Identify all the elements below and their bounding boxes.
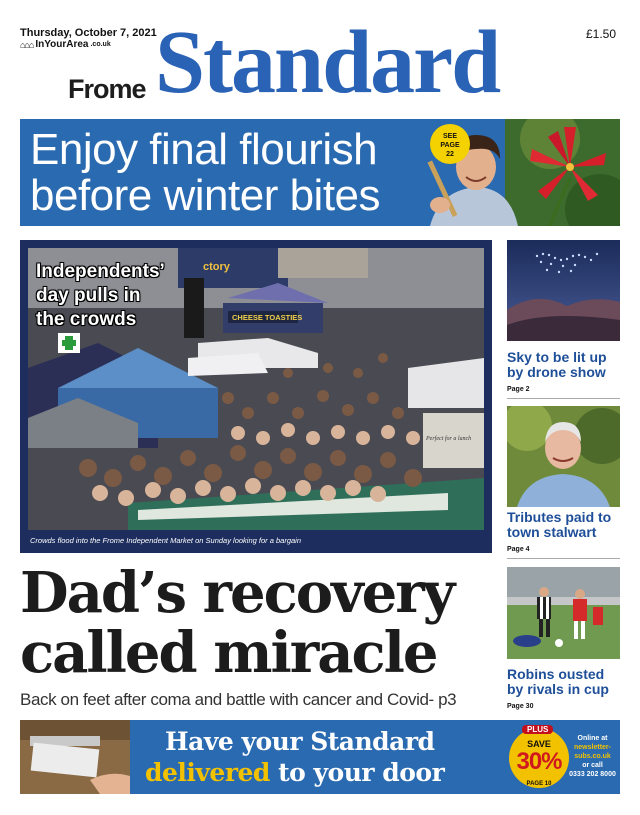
photo-headline-line-3: the crowds [36,309,137,330]
houses-icon: ⌂⌂⌂ [20,39,34,50]
town-stalwart-photo[interactable] [507,406,620,507]
photo-caption: Crowds flood into the Frome Independent Market on Sunday looking for a bargain [30,536,301,545]
phone-number[interactable]: 0333 202 8000 [569,771,616,778]
sidebar-divider [507,558,620,559]
sidebar-headline-drone[interactable]: Sky to be lit up by drone show [507,349,607,380]
photo-headline-line-2: day pulls in [36,285,141,306]
sidebar-page-drone: Page 2 [507,386,530,393]
see-page-badge[interactable] [430,124,470,164]
promo-headline [30,127,440,219]
subscribe-highlight: delivered [145,758,270,787]
online-at-label: Online at [577,735,608,742]
promo-banner[interactable] [20,119,620,226]
page-number: 22 [446,151,454,158]
sidebar-page-tributes: Page 4 [507,546,530,553]
site-name: InYourArea [35,39,89,50]
sidebar-headline-robins[interactable]: Robins ousted by rivals in cup [507,666,609,697]
sign-perfect-lunch: Perfect for a lunch [426,436,472,442]
subscribe-line-2 [145,758,444,787]
sign-ctory: ctory [203,261,230,273]
badge-percent: 30% [516,748,562,775]
lead-headline-line-1: Dad’s recovery [20,560,454,626]
or-call-label: or call [582,762,603,769]
issue-date: Thursday, October 7, 2021 [20,27,157,39]
badge-save-label: SAVE [527,739,551,749]
badge-plus: PLUS [522,725,553,734]
subscribe-line-2-rest: to your door [278,758,445,787]
sidebar-page-robins: Page 30 [507,703,534,710]
see-label: SEE [442,133,457,140]
save-badge[interactable] [508,722,570,792]
sign-cheese-toasties: CHEESE TOASTIES [232,313,303,322]
photo-headline-line-1: Independents’ [36,261,165,282]
badge-page: PAGE 10 [526,781,552,787]
promo-line-1: Enjoy final flourish [30,125,378,174]
site-logo[interactable] [20,39,111,50]
cover-price: £1.50 [585,27,616,41]
football-match-photo[interactable] [507,567,620,659]
subscription-banner[interactable] [20,720,620,794]
sidebar-headline-tributes[interactable]: Tributes paid to town stalwart [507,509,612,540]
masthead-pretitle: Frome [68,74,146,104]
drone-show-image[interactable] [507,240,620,341]
promo-line-2: before winter bites [30,171,381,220]
lead-headline-line-2: called miracle [20,620,437,686]
lead-headline[interactable] [20,560,500,686]
letterbox-image [20,720,130,794]
photo-headline[interactable] [36,260,216,332]
subscribe-line-1: Have your Standard [165,727,435,756]
main-photo-frame[interactable] [20,240,492,553]
subscribe-link[interactable]: newsletter-subs.co.uk [574,744,611,760]
order-info[interactable] [565,734,620,779]
sidebar-divider [507,398,620,399]
page-label: PAGE [440,142,460,149]
masthead-title: Standard [155,13,500,112]
site-domain: .co.uk [90,41,111,48]
lead-standfirst: Back on feet after coma and battle with cancer and Covid- p3 [20,690,457,709]
